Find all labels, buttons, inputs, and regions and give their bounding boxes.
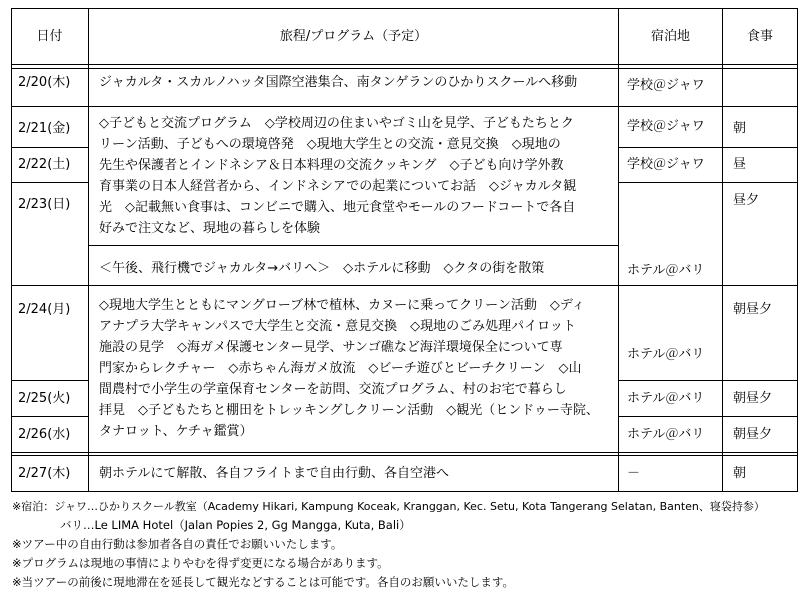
meals-cell: 朝 (733, 121, 747, 136)
lodging-cell: － (627, 466, 641, 481)
program-line: タナロット、ケチャ鑑賞） (99, 424, 253, 439)
grid-line (722, 8, 723, 492)
program-line: ◇子どもと交流プログラム ◇学校周辺の住まいやゴミ山を見学、子どもたちとク (99, 116, 574, 131)
program-line: アナプラ大学キャンパスで大学生と交流・意見交換 ◇現地のごみ処理パイロット (99, 319, 576, 334)
program-line: 施設の見学 ◇海ガメ保護センター見学、サンゴ礁など海洋環境保全について専 (99, 340, 563, 355)
program-line: 朝ホテルにて解散、各自フライトまで自由行動、各自空港へ (99, 466, 449, 481)
program-line: ジャカルタ・スカルノハッタ国際空港集合、南タンゲランのひかりスクールへ移動 (99, 75, 578, 90)
program-line: 光 ◇記載無い食事は、コンビニで購入、地元食堂やモールのフードコートで各自 (99, 200, 576, 215)
footnotes (12, 497, 802, 592)
program-line: リーン活動、子どもへの環境啓発 ◇現地大学生との交流・意見交換 ◇現地の (99, 137, 561, 152)
grid-line (11, 64, 798, 65)
grid-line (618, 8, 619, 492)
footnote-bali: バリ…Le LIMA Hotel（Jalan Popies 2, Gg Mangga, Kuta, Bali） (60, 518, 411, 532)
lodging-cell: ホテル＠バリ (627, 347, 705, 362)
grid-line (11, 147, 88, 148)
lodging-cell: 学校＠ジャワ (627, 119, 705, 134)
program-line: ＜午後、飛行機でジャカルタ→バリへ＞ ◇ホテルに移動 ◇クタの街を散策 (99, 261, 545, 276)
grid-line (11, 452, 798, 453)
grid-line (88, 245, 618, 246)
header-meals: 食事 (746, 29, 773, 44)
meals-cell: 昼 (733, 157, 747, 172)
header-date: 日付 (36, 29, 63, 44)
meals-cell: 朝昼夕 (733, 302, 773, 317)
program-line: 育事業の日本人経営者から、インドネシアでの起業についてお話 ◇ジャカルタ観 (99, 179, 577, 194)
date-cell: 2/22(土) (18, 157, 71, 172)
program-line: ◇現地大学生とともにマングローブ林で植林、カヌーに乗ってクリーン活動 ◇ディ (99, 298, 585, 313)
lodging-cell: 学校＠ジャワ (627, 78, 705, 93)
date-cell: 2/27(木) (18, 466, 71, 481)
date-cell: 2/25(火) (18, 391, 71, 406)
grid-line (11, 106, 798, 107)
date-cell: 2/24(月) (18, 302, 71, 317)
itinerary-table (11, 8, 798, 492)
footnote-lodging: ※宿泊：ジャワ…ひかりスクール教室（Academy Hikari, Kampung Koceak, Kranggan, Kec. Setu, Kota Tangerang Selatan, Banten、寝袋持参） (12, 500, 765, 513)
grid-line (618, 416, 798, 417)
header-lodging: 宿泊地 (650, 29, 690, 44)
grid-line (618, 380, 798, 381)
grid-line (88, 8, 89, 492)
grid-line (618, 147, 798, 148)
footnote-program-change: ※プログラムは現地の事情によりやむを得ず変更になる場合があります。 (12, 556, 389, 570)
lodging-cell: 学校＠ジャワ (627, 157, 705, 172)
meals-cell: 朝 (733, 466, 747, 481)
date-cell: 2/23(日) (18, 197, 71, 212)
grid-line (11, 182, 88, 183)
program-line: 拝見 ◇子どもたちと棚田をトレッキングしクリーン活動 ◇観光（ヒンドゥー寺院、 (99, 403, 599, 418)
date-cell: 2/20(木) (18, 75, 71, 90)
grid-line (11, 380, 88, 381)
grid-line (618, 182, 798, 183)
meals-cell: 朝昼夕 (733, 391, 773, 406)
grid-line (11, 416, 88, 417)
program-line: 先生や保護者とインドネシア＆日本料理の交流クッキング ◇子ども向け学外教 (99, 158, 564, 173)
lodging-cell: ホテル＠バリ (627, 391, 705, 406)
header-program: 旅程/プログラム（予定） (279, 29, 428, 44)
program-line: 門家からレクチャー ◇赤ちゃん海ガメ放流 ◇ビーチ遊びとビーチクリーン ◇山 (99, 361, 582, 376)
grid-line (11, 285, 798, 286)
date-cell: 2/21(金) (18, 121, 71, 136)
grid-line (11, 455, 798, 456)
meals-cell: 朝昼夕 (733, 427, 773, 442)
grid-line (11, 8, 798, 9)
grid-line (11, 8, 12, 492)
grid-line (11, 491, 798, 492)
footnote-free-time: ※ツアー中の自由行動は参加者各自の責任でお願いいたします。 (12, 537, 343, 551)
program-line: 間農村で小学生の学童保育センターを訪問、交流プログラム、村のお宅で暮らし (99, 382, 567, 397)
footnote-extension: ※当ツアーの前後に現地滞在を延長して観光などすることは可能です。各自のお願いいたします。 (12, 575, 514, 589)
meals-cell: 昼夕 (733, 193, 760, 208)
program-line: 好みで注文など、現地の暮らしを体験 (99, 221, 321, 236)
grid-line (11, 68, 798, 69)
lodging-cell: ホテル＠バリ (627, 263, 705, 278)
lodging-cell: ホテル＠バリ (627, 427, 705, 442)
grid-line (797, 8, 798, 492)
date-cell: 2/26(水) (18, 427, 71, 442)
